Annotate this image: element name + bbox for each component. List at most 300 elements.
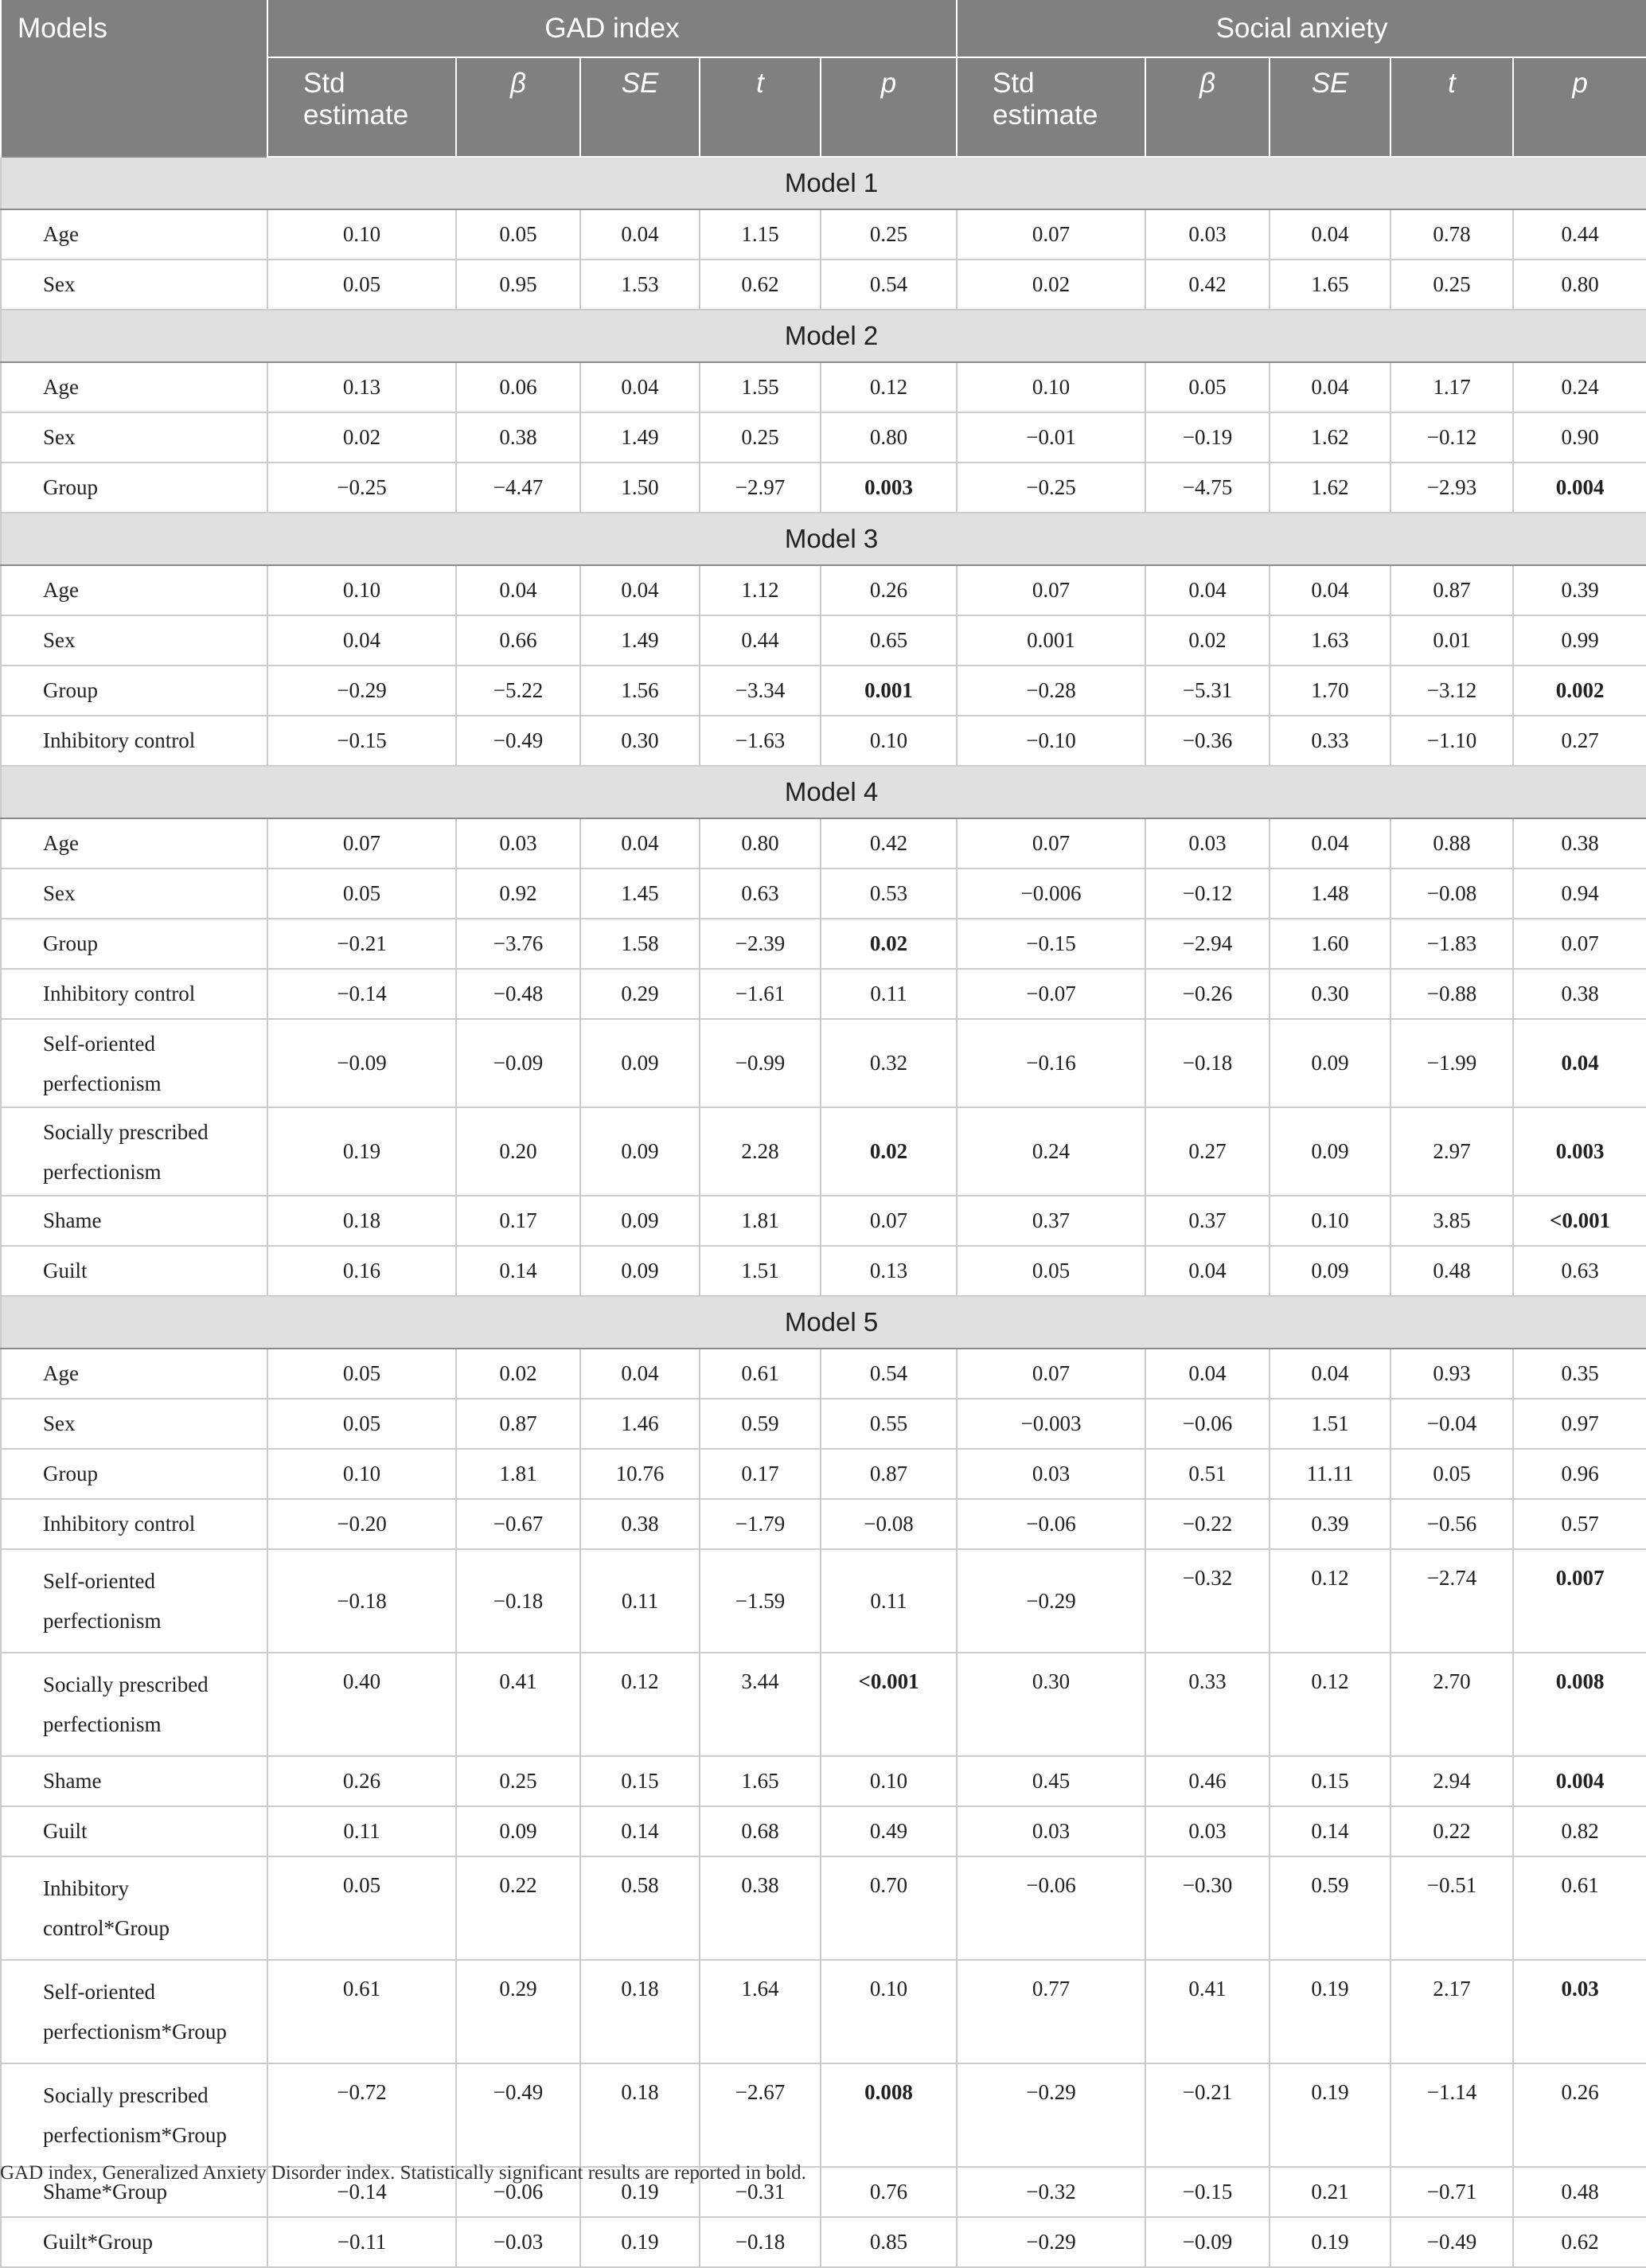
table-cell: −0.67 xyxy=(456,1499,580,1549)
table-cell: −0.15 xyxy=(1145,2167,1270,2217)
table-cell: 0.18 xyxy=(580,1960,700,2063)
table-row xyxy=(1,1449,1646,1499)
table-cell: 0.24 xyxy=(957,1107,1145,1196)
social-se-header: SE xyxy=(1270,57,1391,157)
table-cell: 0.03 xyxy=(957,1806,1145,1856)
table-cell: 0.78 xyxy=(1391,209,1513,260)
table-cell: −0.08 xyxy=(1391,869,1513,919)
table-cell: 0.04 xyxy=(456,565,580,615)
table-cell: 0.04 xyxy=(580,565,700,615)
table-row xyxy=(1,1019,1646,1107)
table-cell: −0.72 xyxy=(267,2063,456,2167)
table-cell: 0.10 xyxy=(1270,1196,1391,1246)
table-cell: 0.07 xyxy=(267,818,456,869)
table-row xyxy=(1,2217,1646,2267)
table-cell: 0.10 xyxy=(957,362,1145,412)
table-cell: 0.12 xyxy=(821,362,957,412)
table-cell: 0.04 xyxy=(267,615,456,666)
row-label: Age xyxy=(1,565,267,615)
table-cell: 0.18 xyxy=(580,2063,700,2167)
table-cell: −1.61 xyxy=(700,969,821,1019)
table-cell: 0.07 xyxy=(821,1196,957,1246)
table-cell: 0.29 xyxy=(580,969,700,1019)
table-cell: 11.11 xyxy=(1270,1449,1391,1499)
row-label: Guilt*Group xyxy=(1,2217,267,2267)
table-cell: −0.21 xyxy=(267,919,456,969)
table-cell: 0.41 xyxy=(456,1653,580,1756)
table-cell: 0.17 xyxy=(700,1449,821,1499)
table-cell: −0.71 xyxy=(1391,2167,1513,2217)
table-cell: 0.32 xyxy=(821,1019,957,1107)
model-section-row xyxy=(1,513,1646,565)
row-label: Guilt xyxy=(1,1806,267,1856)
table-cell: −0.12 xyxy=(1145,869,1270,919)
table-cell: −2.93 xyxy=(1391,463,1513,513)
table-cell: 0.05 xyxy=(267,1349,456,1399)
table-cell: 0.19 xyxy=(1270,2063,1391,2167)
table-cell: 1.62 xyxy=(1270,463,1391,513)
table-cell: 0.003 xyxy=(1513,1107,1646,1196)
table-cell: 0.001 xyxy=(957,615,1145,666)
table-cell: 0.19 xyxy=(580,2167,700,2217)
table-cell: −0.15 xyxy=(267,716,456,766)
row-label: Age xyxy=(1,818,267,869)
table-cell: −0.12 xyxy=(1391,412,1513,463)
table-cell: 0.008 xyxy=(821,2063,957,2167)
table-cell: −0.16 xyxy=(957,1019,1145,1107)
table-cell: −0.09 xyxy=(1145,2217,1270,2267)
row-label: Inhibitory control xyxy=(1,969,267,1019)
table-cell: 0.21 xyxy=(1270,2167,1391,2217)
table-body xyxy=(1,157,1646,2267)
table-cell: −0.15 xyxy=(957,919,1145,969)
row-label: Inhibitory control xyxy=(1,716,267,766)
model-title: Model 5 xyxy=(1,1296,1646,1349)
table-cell: 10.76 xyxy=(580,1449,700,1499)
table-cell: 0.19 xyxy=(1270,2217,1391,2267)
table-cell: 0.37 xyxy=(1145,1196,1270,1246)
table-cell: 1.46 xyxy=(580,1399,700,1449)
table-cell: 0.27 xyxy=(1145,1107,1270,1196)
table-cell: 0.03 xyxy=(456,818,580,869)
table-row xyxy=(1,1856,1646,1960)
table-cell: 0.004 xyxy=(1513,463,1646,513)
table-cell: 0.09 xyxy=(1270,1107,1391,1196)
table-cell: 0.07 xyxy=(957,209,1145,260)
table-cell: 1.50 xyxy=(580,463,700,513)
table-cell: 1.55 xyxy=(700,362,821,412)
table-cell: −0.09 xyxy=(456,1019,580,1107)
table-cell: 0.04 xyxy=(580,1349,700,1399)
table-cell: −1.79 xyxy=(700,1499,821,1549)
table-cell: 0.04 xyxy=(1270,565,1391,615)
row-label: Sex xyxy=(1,260,267,310)
table-cell: 0.37 xyxy=(957,1196,1145,1246)
table-row xyxy=(1,1196,1646,1246)
table-cell: −0.25 xyxy=(267,463,456,513)
table-cell: −1.14 xyxy=(1391,2063,1513,2167)
row-label: Group xyxy=(1,919,267,969)
gad-std-estimate-header: Std estimate xyxy=(267,57,456,157)
row-label: Shame xyxy=(1,1756,267,1806)
table-row xyxy=(1,463,1646,513)
table-cell: 0.007 xyxy=(1513,1549,1646,1653)
table-cell: 0.88 xyxy=(1391,818,1513,869)
table-cell: 1.62 xyxy=(1270,412,1391,463)
table-cell: 0.09 xyxy=(580,1019,700,1107)
table-cell: 0.38 xyxy=(456,412,580,463)
table-cell: −0.29 xyxy=(267,666,456,716)
table-cell: 0.09 xyxy=(580,1107,700,1196)
table-cell: 0.04 xyxy=(1270,818,1391,869)
table-cell: −1.63 xyxy=(700,716,821,766)
table-cell: −2.67 xyxy=(700,2063,821,2167)
table-cell: 1.51 xyxy=(1270,1399,1391,1449)
social-p-header: p xyxy=(1513,57,1646,157)
table-cell: 0.87 xyxy=(821,1449,957,1499)
table-cell: 0.51 xyxy=(1145,1449,1270,1499)
table-cell: 1.48 xyxy=(1270,869,1391,919)
model-section-row xyxy=(1,157,1646,209)
table-cell: 0.03 xyxy=(1145,209,1270,260)
table-header xyxy=(1,0,1646,157)
table-cell: −0.003 xyxy=(957,1399,1145,1449)
table-cell: 0.87 xyxy=(456,1399,580,1449)
table-cell: 1.81 xyxy=(700,1196,821,1246)
table-cell: 3.44 xyxy=(700,1653,821,1756)
table-cell: 0.05 xyxy=(1145,362,1270,412)
gad-t-header: t xyxy=(700,57,821,157)
social-anxiety-header: Social anxiety xyxy=(957,0,1646,57)
row-label: Guilt xyxy=(1,1246,267,1296)
table-cell: 0.63 xyxy=(1513,1246,1646,1296)
table-cell: 0.05 xyxy=(456,209,580,260)
table-cell: −3.12 xyxy=(1391,666,1513,716)
table-cell: 1.51 xyxy=(700,1246,821,1296)
table-cell: 0.30 xyxy=(580,716,700,766)
table-cell: 0.49 xyxy=(821,1806,957,1856)
table-cell: 0.10 xyxy=(267,1449,456,1499)
table-cell: 0.004 xyxy=(1513,1756,1646,1806)
table-cell: −4.75 xyxy=(1145,463,1270,513)
table-cell: 0.25 xyxy=(700,412,821,463)
table-cell: 0.96 xyxy=(1513,1449,1646,1499)
table-cell: 0.59 xyxy=(1270,1856,1391,1960)
table-cell: 1.49 xyxy=(580,412,700,463)
table-cell: −0.49 xyxy=(1391,2217,1513,2267)
table-cell: 0.04 xyxy=(580,818,700,869)
table-cell: −5.31 xyxy=(1145,666,1270,716)
table-cell: 2.97 xyxy=(1391,1107,1513,1196)
row-label: Socially prescribed perfectionism xyxy=(1,1107,267,1196)
table-cell: −0.08 xyxy=(821,1499,957,1549)
table-cell: 0.38 xyxy=(700,1856,821,1960)
table-cell: 0.62 xyxy=(1513,2217,1646,2267)
table-row xyxy=(1,1960,1646,2063)
table-cell: 0.54 xyxy=(821,260,957,310)
table-cell: −0.49 xyxy=(456,716,580,766)
table-row xyxy=(1,362,1646,412)
table-cell: 0.19 xyxy=(1270,1960,1391,2063)
table-cell: 0.30 xyxy=(957,1653,1145,1756)
table-cell: <0.001 xyxy=(1513,1196,1646,1246)
table-cell: 0.22 xyxy=(1391,1806,1513,1856)
table-cell: 0.61 xyxy=(1513,1856,1646,1960)
table-cell: 1.53 xyxy=(580,260,700,310)
table-row xyxy=(1,666,1646,716)
table-cell: −2.94 xyxy=(1145,919,1270,969)
row-label: Socially prescribed perfectionism*Group xyxy=(1,2063,267,2167)
table-cell: 0.58 xyxy=(580,1856,700,1960)
table-cell: 0.59 xyxy=(700,1399,821,1449)
table-cell: 2.70 xyxy=(1391,1653,1513,1756)
table-cell: 1.49 xyxy=(580,615,700,666)
model-title: Model 2 xyxy=(1,310,1646,362)
table-cell: −3.76 xyxy=(456,919,580,969)
table-row xyxy=(1,919,1646,969)
table-cell: 0.57 xyxy=(1513,1499,1646,1549)
table-row xyxy=(1,969,1646,1019)
table-cell: −0.006 xyxy=(957,869,1145,919)
table-cell: 0.09 xyxy=(580,1246,700,1296)
table-cell: 0.02 xyxy=(821,919,957,969)
table-cell: 0.02 xyxy=(957,260,1145,310)
table-cell: 0.04 xyxy=(1270,1349,1391,1399)
table-cell: −0.56 xyxy=(1391,1499,1513,1549)
table-cell: 0.68 xyxy=(700,1806,821,1856)
social-std-estimate-header: Std estimate xyxy=(957,57,1145,157)
table-cell: 0.001 xyxy=(821,666,957,716)
table-cell: −0.21 xyxy=(1145,2063,1270,2167)
row-label: Shame*Group xyxy=(1,2167,267,2217)
table-cell: 0.06 xyxy=(456,362,580,412)
table-cell: 0.22 xyxy=(456,1856,580,1960)
table-cell: 1.65 xyxy=(1270,260,1391,310)
table-row xyxy=(1,716,1646,766)
table-cell: 0.61 xyxy=(267,1960,456,2063)
table-cell: <0.001 xyxy=(821,1653,957,1756)
table-row xyxy=(1,1349,1646,1399)
table-cell: −1.99 xyxy=(1391,1019,1513,1107)
table-cell: 0.10 xyxy=(821,1756,957,1806)
table-cell: 0.29 xyxy=(456,1960,580,2063)
table-cell: 0.003 xyxy=(821,463,957,513)
row-label: Group xyxy=(1,1449,267,1499)
table-footnote: GAD index, Generalized Anxiety Disorder index. Statistically significant results are reported in bold. xyxy=(0,2162,806,2184)
table-cell: 0.09 xyxy=(580,1196,700,1246)
table-cell: 0.90 xyxy=(1513,412,1646,463)
table-cell: −4.47 xyxy=(456,463,580,513)
table-cell: 0.008 xyxy=(1513,1653,1646,1756)
table-row xyxy=(1,260,1646,310)
table-cell: 0.04 xyxy=(1513,1019,1646,1107)
table-cell: 1.63 xyxy=(1270,615,1391,666)
table-cell: 0.30 xyxy=(1270,969,1391,1019)
table-cell: 0.40 xyxy=(267,1653,456,1756)
table-row xyxy=(1,2063,1646,2167)
table-cell: −1.83 xyxy=(1391,919,1513,969)
model-title: Model 1 xyxy=(1,157,1646,209)
table-cell: −0.49 xyxy=(456,2063,580,2167)
table-cell: 0.99 xyxy=(1513,615,1646,666)
table-cell: −0.18 xyxy=(1145,1019,1270,1107)
table-cell: 0.07 xyxy=(1513,919,1646,969)
row-label: Group xyxy=(1,666,267,716)
row-label: Socially prescribed perfectionism xyxy=(1,1653,267,1756)
table-cell: 0.02 xyxy=(456,1349,580,1399)
table-cell: −0.14 xyxy=(267,2167,456,2217)
table-cell: 0.05 xyxy=(267,869,456,919)
table-cell: 0.77 xyxy=(957,1960,1145,2063)
table-cell: −0.03 xyxy=(456,2217,580,2267)
table-row xyxy=(1,1107,1646,1196)
table-cell: 0.24 xyxy=(1513,362,1646,412)
table-cell: −0.01 xyxy=(957,412,1145,463)
table-cell: −0.10 xyxy=(957,716,1145,766)
table-cell: 0.92 xyxy=(456,869,580,919)
table-cell: 0.04 xyxy=(1270,209,1391,260)
table-cell: 0.09 xyxy=(1270,1019,1391,1107)
row-label: Sex xyxy=(1,1399,267,1449)
table-cell: −0.48 xyxy=(456,969,580,1019)
table-cell: 0.38 xyxy=(1513,818,1646,869)
table-cell: 0.41 xyxy=(1145,1960,1270,2063)
table-cell: 0.05 xyxy=(267,1856,456,1960)
table-cell: 0.13 xyxy=(267,362,456,412)
table-cell: 0.03 xyxy=(957,1449,1145,1499)
model-section-row xyxy=(1,1296,1646,1349)
table-cell: −0.26 xyxy=(1145,969,1270,1019)
table-row xyxy=(1,565,1646,615)
table-cell: −0.18 xyxy=(700,2217,821,2267)
models-header: Models xyxy=(1,0,267,157)
table-cell: 0.04 xyxy=(1270,362,1391,412)
table-cell: 1.12 xyxy=(700,565,821,615)
row-label: Age xyxy=(1,209,267,260)
gad-beta-header: β xyxy=(456,57,580,157)
gad-index-header: GAD index xyxy=(267,0,957,57)
table-cell: 0.44 xyxy=(700,615,821,666)
gad-se-header: SE xyxy=(580,57,700,157)
table-cell: −0.29 xyxy=(957,2217,1145,2267)
table-cell: 0.38 xyxy=(580,1499,700,1549)
model-title: Model 3 xyxy=(1,513,1646,565)
table-cell: 0.15 xyxy=(580,1756,700,1806)
row-label: Inhibitory control*Group xyxy=(1,1856,267,1960)
table-cell: 0.12 xyxy=(1270,1549,1391,1653)
table-cell: 0.01 xyxy=(1391,615,1513,666)
table-cell: 0.03 xyxy=(1145,818,1270,869)
row-label: Inhibitory control xyxy=(1,1499,267,1549)
table-cell: 0.11 xyxy=(821,1549,957,1653)
table-cell: 0.15 xyxy=(1270,1756,1391,1806)
table-cell: −0.32 xyxy=(957,2167,1145,2217)
table-cell: 0.19 xyxy=(267,1107,456,1196)
table-cell: 0.76 xyxy=(821,2167,957,2217)
table-cell: 0.38 xyxy=(1513,969,1646,1019)
table-cell: −0.25 xyxy=(957,463,1145,513)
table-cell: 0.42 xyxy=(821,818,957,869)
table-cell: 0.93 xyxy=(1391,1349,1513,1399)
table-cell: 2.28 xyxy=(700,1107,821,1196)
table-cell: 0.09 xyxy=(456,1806,580,1856)
table-cell: 0.55 xyxy=(821,1399,957,1449)
table-cell: −1.59 xyxy=(700,1549,821,1653)
table-cell: 0.05 xyxy=(267,1399,456,1449)
table-cell: 0.44 xyxy=(1513,209,1646,260)
table-cell: 0.14 xyxy=(456,1246,580,1296)
table-cell: 1.70 xyxy=(1270,666,1391,716)
table-row xyxy=(1,1549,1646,1653)
table-cell: −0.18 xyxy=(267,1549,456,1653)
table-cell: −0.20 xyxy=(267,1499,456,1549)
model-section-row xyxy=(1,310,1646,362)
social-beta-header: β xyxy=(1145,57,1270,157)
table-cell: 0.02 xyxy=(1145,615,1270,666)
table-cell: 0.11 xyxy=(821,969,957,1019)
row-label: Self-oriented perfectionism*Group xyxy=(1,1960,267,2063)
table-cell: 2.17 xyxy=(1391,1960,1513,2063)
table-cell: 0.13 xyxy=(821,1246,957,1296)
table-cell: 0.80 xyxy=(821,412,957,463)
table-cell: 0.19 xyxy=(580,2217,700,2267)
table-row xyxy=(1,1246,1646,1296)
table-cell: 0.10 xyxy=(267,209,456,260)
table-cell: 0.18 xyxy=(267,1196,456,1246)
table-cell: 0.20 xyxy=(456,1107,580,1196)
table-cell: −0.06 xyxy=(957,1499,1145,1549)
table-cell: 0.80 xyxy=(1513,260,1646,310)
table-cell: 1.15 xyxy=(700,209,821,260)
table-cell: 1.65 xyxy=(700,1756,821,1806)
table-row xyxy=(1,818,1646,869)
table-cell: 1.45 xyxy=(580,869,700,919)
table-cell: −0.28 xyxy=(957,666,1145,716)
row-label: Self-oriented perfectionism xyxy=(1,1549,267,1653)
table-cell: −0.06 xyxy=(456,2167,580,2217)
table-cell: 0.95 xyxy=(456,260,580,310)
table-cell: 0.07 xyxy=(957,565,1145,615)
table-cell: 0.05 xyxy=(957,1246,1145,1296)
table-cell: 2.94 xyxy=(1391,1756,1513,1806)
table-cell: 0.05 xyxy=(1391,1449,1513,1499)
table-cell: 0.54 xyxy=(821,1349,957,1399)
table-cell: −0.11 xyxy=(267,2217,456,2267)
table-cell: −0.31 xyxy=(700,2167,821,2217)
row-label: Age xyxy=(1,1349,267,1399)
table-cell: 0.46 xyxy=(1145,1756,1270,1806)
table-cell: 0.12 xyxy=(1270,1653,1391,1756)
table-cell: 0.07 xyxy=(957,818,1145,869)
row-label: Group xyxy=(1,463,267,513)
table-cell: 0.66 xyxy=(456,615,580,666)
table-cell: 0.25 xyxy=(821,209,957,260)
table-cell: 0.09 xyxy=(1270,1246,1391,1296)
table-cell: −0.18 xyxy=(456,1549,580,1653)
table-cell: 0.10 xyxy=(821,1960,957,2063)
table-cell: 0.05 xyxy=(267,260,456,310)
table-row xyxy=(1,412,1646,463)
table-cell: 1.17 xyxy=(1391,362,1513,412)
table-cell: 0.12 xyxy=(580,1653,700,1756)
table-cell: 0.10 xyxy=(821,716,957,766)
table-cell: 0.11 xyxy=(580,1549,700,1653)
table-cell: 0.04 xyxy=(580,209,700,260)
table-cell: 0.45 xyxy=(957,1756,1145,1806)
table-cell: 0.04 xyxy=(1145,1246,1270,1296)
table-cell: −0.30 xyxy=(1145,1856,1270,1960)
table-cell: 1.56 xyxy=(580,666,700,716)
